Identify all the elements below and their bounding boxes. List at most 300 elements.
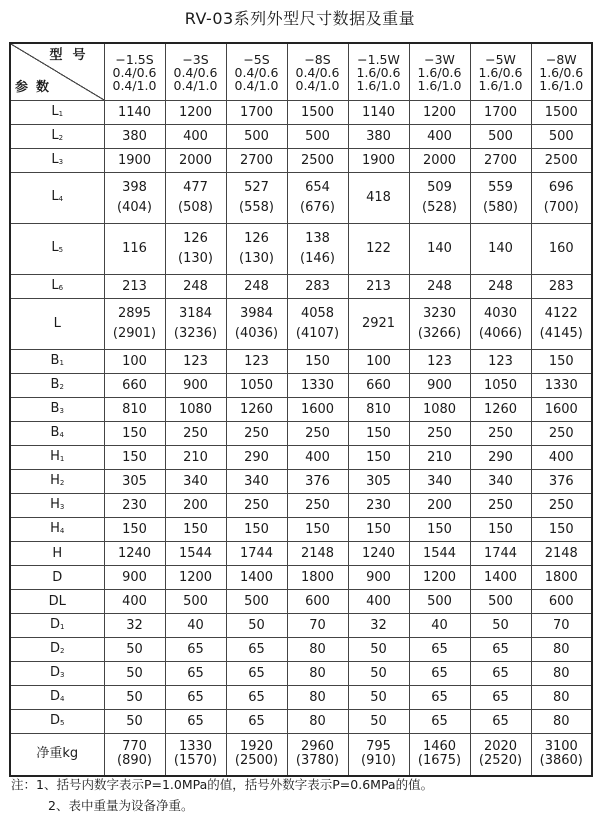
value-main: 1400 [239, 569, 274, 585]
value-alt: (2500) [234, 753, 279, 769]
param-base: H [52, 545, 63, 561]
param-subscript: 3 [58, 157, 64, 166]
value-main: 80 [552, 713, 570, 729]
value-main: 500 [488, 593, 513, 609]
value-cell [287, 125, 348, 149]
table-row [10, 494, 592, 518]
value-cell [165, 566, 226, 590]
value-cell [531, 275, 592, 299]
value-cell [531, 446, 592, 470]
value-main: 150 [244, 521, 269, 537]
value-main: 1700 [483, 104, 518, 120]
value-cell [104, 614, 165, 638]
value-cell [104, 350, 165, 374]
value-cell [348, 638, 409, 662]
value-main: 2020 [483, 739, 518, 755]
value-main: 810 [366, 401, 391, 417]
value-main: 2000 [422, 152, 457, 168]
value-main: 70 [309, 617, 326, 633]
value-main: 150 [366, 449, 391, 465]
pressure-spec: 1.6/0.6 [356, 64, 401, 80]
table-row [10, 614, 592, 638]
value-main: 123 [488, 353, 513, 369]
value-cell [348, 614, 409, 638]
value-cell [531, 686, 592, 710]
column-header [470, 43, 531, 101]
value-cell [348, 374, 409, 398]
value-main: 3984 [239, 306, 274, 321]
value-cell [348, 350, 409, 374]
value-main: 65 [187, 641, 204, 657]
value-main: 150 [366, 521, 391, 537]
pressure-spec: 0.4/0.6 [234, 64, 279, 80]
value-main: 1330 [544, 377, 578, 393]
value-cell [226, 398, 287, 422]
value-main: 600 [548, 593, 574, 609]
value-alt: (130) [178, 251, 213, 266]
value-main: 1200 [422, 569, 457, 585]
value-cell [287, 686, 348, 710]
value-cell [165, 350, 226, 374]
value-cell [409, 398, 470, 422]
value-alt: (4036) [234, 326, 279, 341]
pressure-spec: 1.6/0.6 [539, 64, 584, 80]
value-cell [409, 224, 470, 275]
value-cell [287, 398, 348, 422]
value-main: 80 [309, 641, 326, 657]
value-main: 1460 [422, 739, 457, 755]
value-cell [165, 149, 226, 173]
value-cell [409, 686, 470, 710]
value-cell [226, 422, 287, 446]
param-label [10, 374, 104, 398]
value-cell [287, 470, 348, 494]
table-row [10, 566, 592, 590]
value-main: 250 [305, 497, 330, 513]
value-cell [226, 374, 287, 398]
value-main: 527 [244, 180, 269, 195]
value-main: 40 [187, 617, 204, 633]
param-base: D [50, 688, 61, 704]
column-header [104, 43, 165, 101]
value-main: 250 [488, 497, 513, 513]
value-main: 123 [183, 353, 208, 369]
value-cell [226, 590, 287, 614]
param-base: B [50, 424, 60, 440]
table-row [10, 398, 592, 422]
value-cell [409, 566, 470, 590]
value-main: 1500 [544, 104, 578, 120]
value-cell [531, 614, 592, 638]
value-cell [531, 542, 592, 566]
value-main: 50 [492, 617, 509, 633]
value-cell [287, 542, 348, 566]
value-main: 509 [427, 180, 452, 195]
value-cell [470, 173, 531, 224]
value-cell [531, 101, 592, 125]
param-label [10, 734, 104, 776]
value-main: 80 [552, 665, 570, 681]
value-main: 50 [126, 713, 143, 729]
value-cell [226, 350, 287, 374]
value-cell [470, 470, 531, 494]
param-label [10, 173, 104, 224]
value-main: 1744 [483, 545, 518, 561]
value-cell [409, 299, 470, 350]
value-main: 70 [552, 617, 570, 633]
model-name: −3W [424, 51, 455, 67]
param-subscript: 4 [59, 526, 65, 535]
value-main: 1900 [361, 152, 396, 168]
value-main: 340 [183, 473, 208, 489]
value-cell [165, 374, 226, 398]
table-row [10, 173, 592, 224]
value-main: 65 [187, 689, 204, 705]
value-main: 340 [244, 473, 269, 489]
value-main: 150 [488, 521, 513, 537]
value-main: 3184 [178, 306, 213, 321]
value-cell [104, 224, 165, 275]
value-cell [226, 173, 287, 224]
value-main: 150 [305, 353, 330, 369]
value-cell [531, 566, 592, 590]
value-main: 50 [126, 689, 143, 705]
value-cell [165, 299, 226, 350]
value-main: 65 [248, 665, 265, 681]
param-subscript: 2 [60, 646, 65, 655]
value-main: 50 [370, 665, 387, 681]
value-cell [165, 638, 226, 662]
value-main: 600 [305, 593, 330, 609]
value-alt: (700) [543, 200, 579, 215]
value-main: 290 [244, 449, 269, 465]
table-row [10, 590, 592, 614]
value-main: 1050 [483, 377, 518, 393]
value-main: 1260 [483, 401, 518, 417]
value-cell [226, 149, 287, 173]
value-cell [348, 566, 409, 590]
value-main: 1140 [117, 104, 152, 120]
value-cell [165, 470, 226, 494]
value-main: 122 [366, 241, 391, 256]
value-alt: (910) [361, 753, 396, 769]
value-main: 1700 [239, 104, 274, 120]
table-row [10, 149, 592, 173]
value-main: 2700 [483, 152, 518, 168]
pressure-spec: 0.4/0.6 [112, 64, 157, 80]
value-cell [165, 590, 226, 614]
value-main: 50 [370, 641, 387, 657]
value-cell [226, 299, 287, 350]
value-main: 126 [244, 231, 269, 246]
table-row [10, 125, 592, 149]
value-main: 283 [305, 278, 330, 294]
value-cell [165, 614, 226, 638]
value-cell [531, 494, 592, 518]
table-row [10, 686, 592, 710]
value-main: 65 [492, 641, 509, 657]
param-label [10, 518, 104, 542]
value-cell [104, 275, 165, 299]
value-main: 340 [427, 473, 452, 489]
value-cell [287, 710, 348, 734]
value-cell [226, 224, 287, 275]
param-base: L [53, 316, 61, 331]
value-alt: (146) [300, 251, 335, 266]
value-alt: (4145) [539, 326, 583, 341]
param-subscript: 4 [59, 430, 64, 439]
value-cell [470, 350, 531, 374]
value-cell [348, 518, 409, 542]
value-cell [287, 374, 348, 398]
value-main: 290 [488, 449, 513, 465]
page-title: RV-03系列外型尺寸数据及重量 [184, 9, 416, 28]
value-alt: (130) [239, 251, 274, 266]
value-main: 795 [366, 739, 391, 755]
value-main: 400 [427, 128, 452, 144]
value-main: 150 [548, 353, 574, 369]
value-main: 50 [370, 689, 387, 705]
value-cell [287, 662, 348, 686]
table-row [10, 542, 592, 566]
column-header [348, 43, 409, 101]
value-main: 150 [366, 425, 391, 441]
value-cell [470, 374, 531, 398]
value-main: 418 [366, 190, 391, 205]
param-label [10, 494, 104, 518]
value-main: 500 [244, 128, 269, 144]
table-row [10, 518, 592, 542]
value-cell [226, 710, 287, 734]
value-cell [348, 275, 409, 299]
value-cell [348, 686, 409, 710]
value-main: 80 [309, 665, 326, 681]
value-main: 65 [187, 665, 204, 681]
param-subscript: 4 [58, 195, 64, 203]
value-main: 500 [183, 593, 208, 609]
value-cell [409, 125, 470, 149]
value-main: 138 [305, 231, 330, 246]
value-cell [287, 149, 348, 173]
value-main: 400 [122, 593, 147, 609]
column-header [287, 43, 348, 101]
value-main: 65 [248, 713, 265, 729]
value-main: 2500 [544, 152, 578, 168]
value-cell [531, 125, 592, 149]
value-cell [165, 224, 226, 275]
value-main: 65 [492, 689, 509, 705]
value-cell [470, 734, 531, 776]
value-cell [409, 275, 470, 299]
value-cell [226, 686, 287, 710]
value-main: 65 [431, 689, 448, 705]
value-cell [348, 299, 409, 350]
value-alt: (404) [117, 200, 152, 215]
header-row [10, 43, 592, 101]
param-base: B [50, 352, 60, 368]
value-main: 660 [366, 377, 391, 393]
value-main: 1140 [361, 104, 396, 120]
param-label [10, 710, 104, 734]
value-cell [287, 446, 348, 470]
value-main: 1200 [422, 104, 457, 120]
value-cell [226, 446, 287, 470]
value-main: 1260 [239, 401, 274, 417]
table-row [10, 275, 592, 299]
param-base: D [50, 640, 61, 656]
param-label [10, 398, 104, 422]
param-subscript: 6 [58, 283, 64, 292]
value-main: 3230 [422, 306, 457, 321]
value-cell [470, 566, 531, 590]
param-label [10, 149, 104, 173]
value-main: 1800 [544, 569, 578, 585]
value-main: 305 [122, 473, 147, 489]
value-cell [409, 446, 470, 470]
value-main: 400 [183, 128, 208, 144]
value-cell [287, 224, 348, 275]
param-label [10, 224, 104, 275]
value-main: 140 [427, 241, 452, 256]
value-main: 248 [488, 278, 513, 294]
table-row [10, 638, 592, 662]
value-cell [470, 638, 531, 662]
value-cell [409, 734, 470, 776]
value-main: 50 [370, 713, 387, 729]
value-cell [470, 710, 531, 734]
value-alt: (3266) [417, 326, 462, 341]
value-main: 900 [427, 377, 452, 393]
value-main: 1500 [300, 104, 335, 120]
param-label [10, 350, 104, 374]
param-label [10, 566, 104, 590]
value-main: 3100 [544, 739, 578, 755]
value-cell [348, 422, 409, 446]
value-main: 660 [122, 377, 147, 393]
value-cell [409, 422, 470, 446]
pressure-spec: 0.4/0.6 [295, 64, 340, 80]
value-cell [287, 638, 348, 662]
value-cell [531, 374, 592, 398]
value-cell [165, 662, 226, 686]
param-subscript: 3 [59, 406, 64, 415]
param-label [10, 638, 104, 662]
value-cell [470, 662, 531, 686]
corner-param-label: 参数 [15, 80, 58, 95]
dimension-table [9, 42, 593, 777]
value-cell [531, 299, 592, 350]
value-cell [104, 125, 165, 149]
value-main: 230 [122, 497, 147, 513]
value-main: 200 [183, 497, 208, 513]
param-subscript: 1 [58, 109, 64, 118]
param-base: D [50, 664, 61, 680]
value-main: 2148 [544, 545, 578, 561]
param-label [10, 686, 104, 710]
value-main: 65 [187, 713, 204, 729]
param-base: L [51, 189, 59, 204]
pressure-spec: 1.6/0.6 [478, 64, 523, 80]
column-header [409, 43, 470, 101]
value-cell [531, 734, 592, 776]
value-main: 1050 [239, 377, 274, 393]
value-main: 250 [244, 425, 269, 441]
param-label [10, 299, 104, 350]
value-main: 140 [488, 241, 513, 256]
model-name: −5S [243, 51, 270, 67]
value-cell [531, 590, 592, 614]
value-cell [348, 173, 409, 224]
param-label [10, 614, 104, 638]
value-cell [531, 638, 592, 662]
value-main: 1744 [239, 545, 274, 561]
value-cell [531, 710, 592, 734]
value-alt: (890) [117, 753, 152, 769]
value-cell [165, 422, 226, 446]
column-header [531, 43, 592, 101]
value-cell [104, 494, 165, 518]
value-main: 400 [548, 449, 574, 465]
value-cell [409, 374, 470, 398]
pressure-spec: 0.4/0.6 [173, 64, 218, 80]
value-main: 65 [431, 713, 448, 729]
value-cell [226, 566, 287, 590]
value-main: 40 [431, 617, 448, 633]
value-cell [226, 542, 287, 566]
note-2: 2、表中重量为设备净重。 [48, 798, 194, 813]
table-row [10, 224, 592, 275]
value-main: 123 [427, 353, 452, 369]
model-name: −1.5S [115, 51, 154, 67]
table-row [10, 734, 592, 776]
value-main: 126 [183, 231, 208, 246]
value-alt: (4107) [295, 326, 340, 341]
value-cell [470, 590, 531, 614]
value-main: 1330 [178, 739, 213, 755]
value-cell [348, 224, 409, 275]
value-main: 2148 [300, 545, 335, 561]
value-cell [348, 494, 409, 518]
corner-header [10, 43, 104, 101]
param-base: D [50, 712, 61, 728]
value-cell [287, 173, 348, 224]
value-cell [348, 710, 409, 734]
value-cell [287, 734, 348, 776]
value-alt: (508) [178, 200, 213, 215]
value-cell [409, 101, 470, 125]
value-main: 80 [309, 713, 326, 729]
value-cell [104, 710, 165, 734]
value-main: 500 [548, 128, 574, 144]
value-main: 500 [427, 593, 452, 609]
value-main: 123 [244, 353, 269, 369]
value-cell [104, 686, 165, 710]
value-cell [470, 275, 531, 299]
model-name: −1.5W [357, 51, 400, 67]
param-base: H [50, 448, 60, 464]
value-main: 900 [183, 377, 208, 393]
value-cell [470, 149, 531, 173]
value-cell [470, 518, 531, 542]
value-main: 160 [548, 241, 574, 256]
value-main: 248 [427, 278, 452, 294]
table-row [10, 446, 592, 470]
param-subscript: 2 [59, 478, 65, 487]
value-main: 65 [431, 665, 448, 681]
value-main: 4030 [483, 306, 518, 321]
value-cell [531, 398, 592, 422]
param-subscript: 5 [58, 246, 64, 254]
